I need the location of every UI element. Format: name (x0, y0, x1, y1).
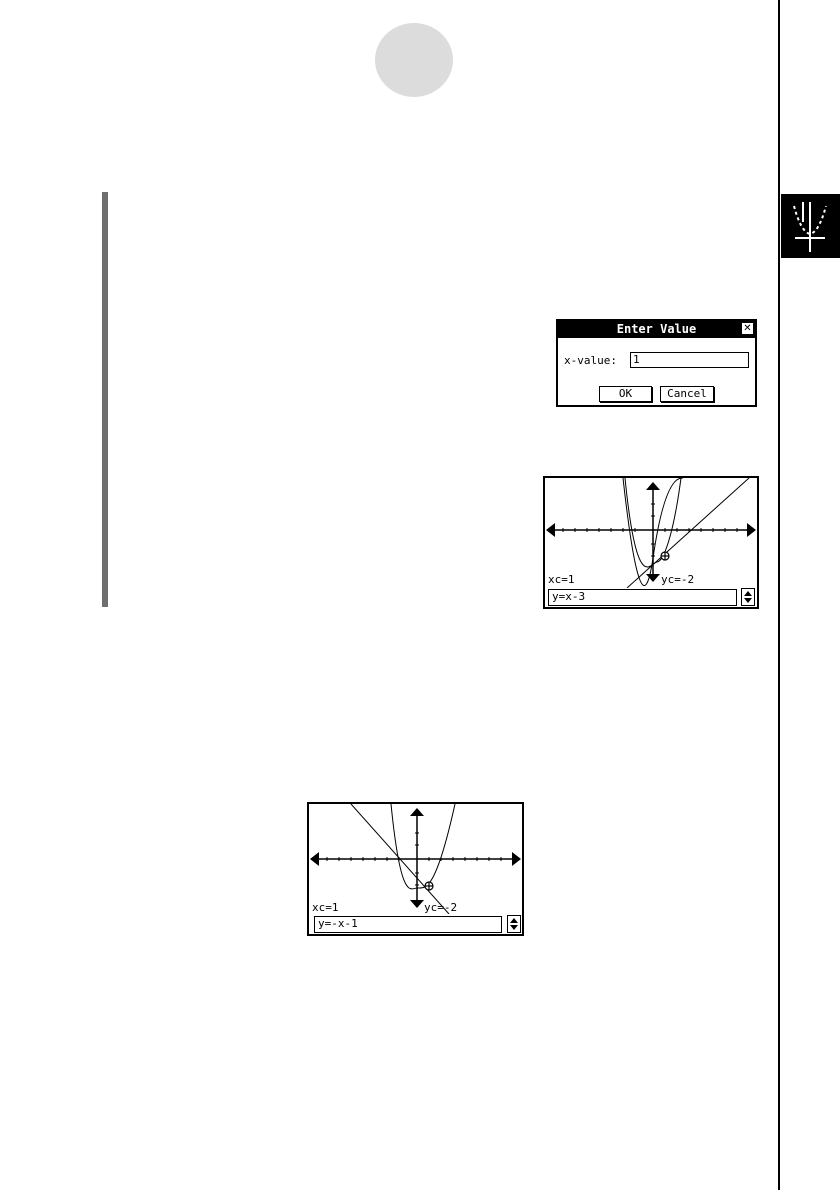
yc-readout: yc=-2 (424, 901, 458, 914)
chapter-tab-graph-icon (781, 194, 840, 258)
formula-bar[interactable]: y=x-3 (548, 589, 737, 606)
step-indicator-bar (102, 192, 108, 607)
scroll-button[interactable] (741, 588, 755, 606)
up-arrow-icon[interactable] (410, 808, 424, 816)
dialog-title-bar (558, 321, 755, 338)
x-value-field[interactable]: 1 (630, 352, 749, 368)
enter-value-dialog (556, 319, 757, 407)
yc-readout: yc=-2 (661, 573, 695, 586)
xc-readout: xc=1 (312, 901, 339, 914)
dialog-title: Enter Value (616, 322, 697, 336)
ok-button[interactable]: OK (599, 386, 652, 402)
margin-rule (778, 0, 780, 1190)
up-arrow-icon[interactable] (646, 482, 660, 490)
left-arrow-icon[interactable] (310, 852, 319, 866)
tangent-line (627, 478, 749, 588)
scroll-down-icon[interactable] (510, 925, 518, 930)
x-value-label: x-value: (564, 354, 617, 367)
left-arrow-icon[interactable] (546, 523, 555, 537)
chapter-tab (781, 194, 840, 258)
scroll-up-icon[interactable] (510, 918, 518, 923)
right-arrow-icon[interactable] (747, 523, 756, 537)
scroll-up-icon[interactable] (744, 591, 752, 596)
scroll-down-icon[interactable] (744, 598, 752, 603)
xc-readout: xc=1 (548, 573, 575, 586)
scroll-button[interactable] (507, 915, 521, 933)
graph-screen-2 (307, 802, 524, 936)
down-arrow-icon[interactable] (410, 900, 424, 908)
right-arrow-icon[interactable] (512, 852, 521, 866)
graph-screen-1 (543, 476, 759, 609)
graph-area (309, 804, 522, 914)
cancel-button[interactable]: Cancel (660, 386, 714, 402)
trace-pointer-icon (425, 882, 433, 890)
trace-pointer-icon (661, 552, 669, 560)
parabola-curve (391, 804, 455, 889)
graph-area (545, 478, 757, 588)
page-number-circle (375, 23, 453, 97)
close-icon[interactable]: ✕ (743, 323, 752, 334)
formula-bar[interactable]: y=-x-1 (314, 916, 502, 933)
